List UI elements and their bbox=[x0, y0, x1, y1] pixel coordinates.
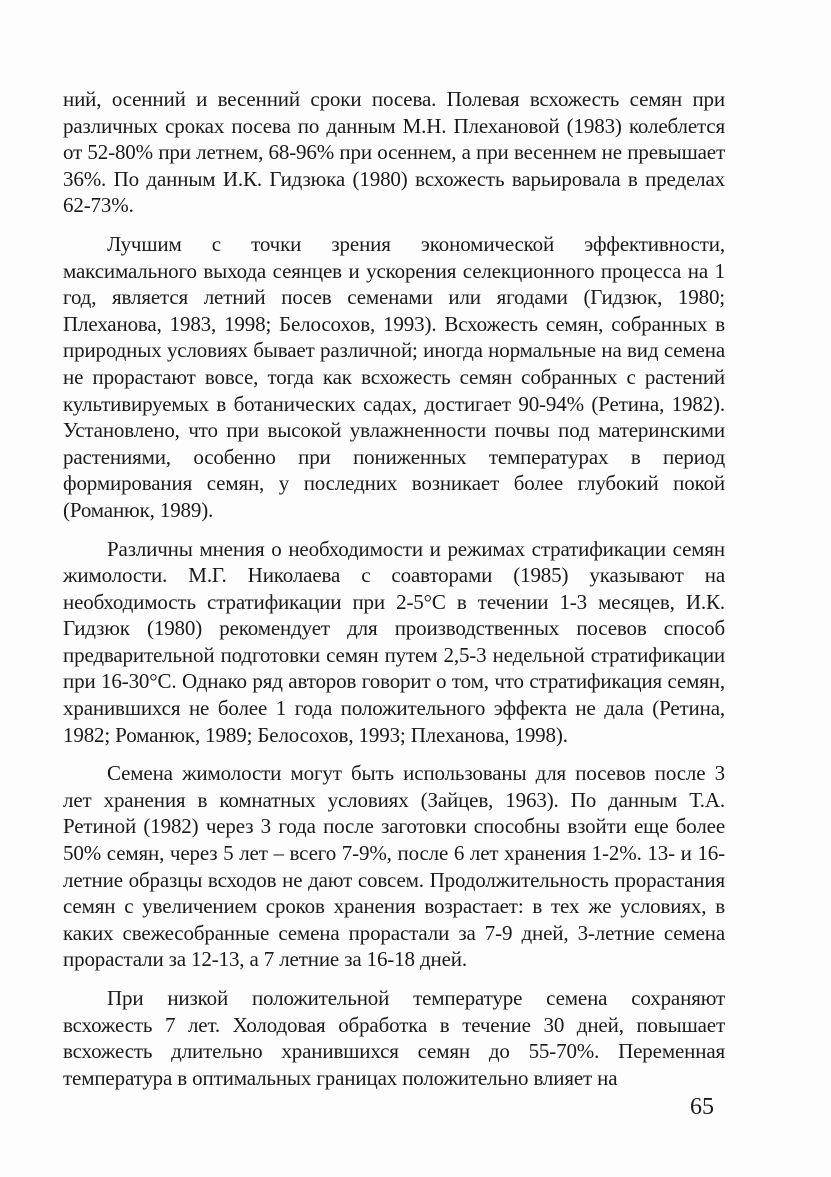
paragraph-4: Семена жимолости могут быть использованы для посевов после 3 лет хранения в комнатных условиях (Зайцев, 1963). По данным Т.А. Ретиной (1982) через 3 года после заготовки способны взойти еще более 50% семян, через 5 лет – всего 7-9%, после 6 лет хранения 1-2%. 13- и 16-летние образцы всходов не дают совсем. Продолжительность прорастания семян с увеличением сроков хранения возрастает: в тех же условиях, в каких свежесобранные семена прорастали за 7-9 дней, 3-летние семена прорастали за 12-13, а 7 летние за 16-18 дней. bbox=[63, 761, 725, 972]
paragraph-3: Различны мнения о необходимости и режимах стратификации семян жимолости. М.Г. Николаева с соавторами (1985) указывают на необходимость стратификации при 2-5°С в течении 1-3 месяцев, И.К. Гидзюк (1980) рекомендует для производственных посевов способ предварительной подготовки семян путем 2,5-3 недельной стратификации при 16-30°С. Однако ряд авторов говорит о том, что стратификация семян, хранившихся не более 1 года положительного эффекта не дала (Ретина, 1982; Романюк, 1989; Белосохов, 1993; Плеханова, 1998). bbox=[63, 536, 725, 747]
paragraph-5: При низкой положительной температуре семена сохраняют всхожесть 7 лет. Холодовая обработка в течение 30 дней, повышает всхожесть длительно хранившихся семян до 55-70%. Переменная температура в оптимальных границах положительно влияет на bbox=[63, 986, 725, 1090]
body-text bbox=[63, 86, 725, 1103]
paragraph-1: ний, осенний и весенний сроки посева. Полевая всхожесть семян при различных сроках посева по данным М.Н. Плехановой (1983) колеблется от 52-80% при летнем, 68-96% при осеннем, а при весеннем не превышает 36%. По данным И.К. Гидзюка (1980) всхожесть варьировала в пределах 62-73%. bbox=[63, 87, 725, 218]
paragraph-2: Лучшим с точки зрения экономической эффективности, максимального выхода сеянцев и ускорения селекционного процесса на 1 год, является летний посев семенами или ягодами (Гидзюк, 1980; Плеханова, 1983, 1998; Белосохов, 1993). Всхожесть семян, собранных в природных условиях бывает различной; иногда нормальные на вид семена не прорастают вовсе, тогда как всхожесть семян собранных с растений культивируемых в ботанических садах, достигает 90-94% (Ретина, 1982). Установлено, что при высокой увлажненности почвы под материнскими растениями, особенно при пониженных температурах в период формирования семян, у последних возникает более глубокий покой (Романюк, 1989). bbox=[63, 231, 725, 522]
page-number: 65 bbox=[690, 1094, 714, 1120]
